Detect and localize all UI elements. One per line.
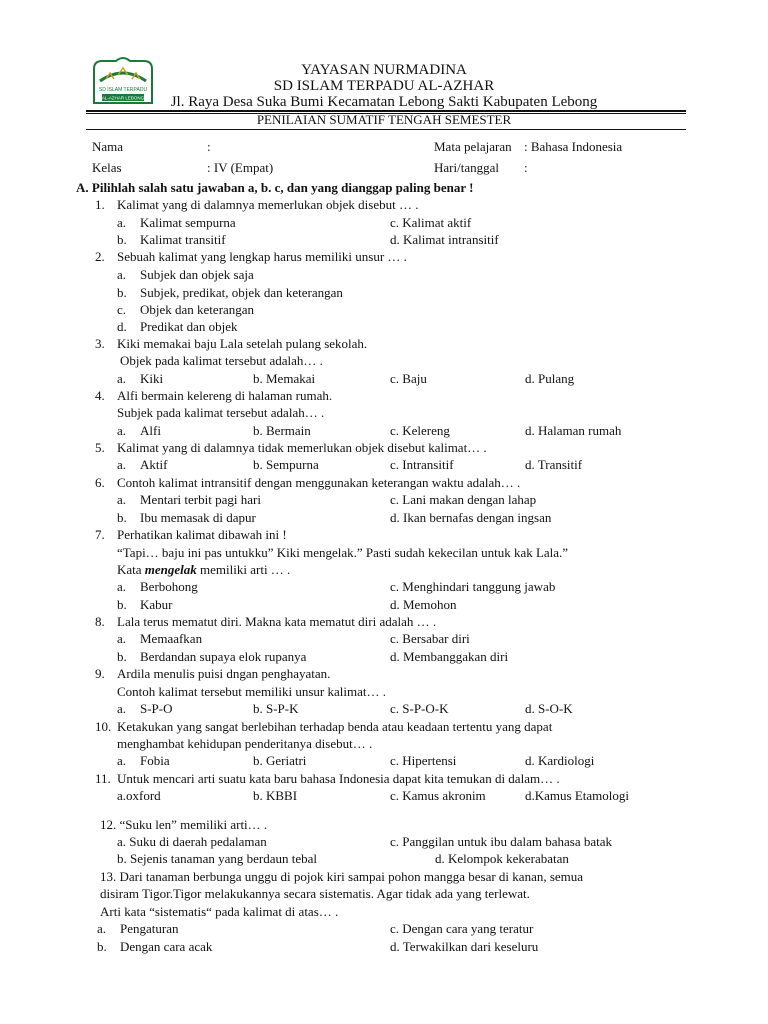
text-line: Alfi [140, 423, 161, 438]
text-line: “Tapi… baju ini pas untukku” Kiki mengelak.” Pasti sudah kekecilan untuk kak Lala.” [117, 545, 569, 560]
text-line: b. Memakai [253, 371, 316, 386]
text-line: b. [117, 285, 127, 300]
text-line: b. [117, 510, 127, 525]
text-line: Ardila menulis puisi dngan penghayatan. [117, 666, 331, 681]
text-line: Kalimat yang di dalamnya memerlukan objek disebut … . [117, 197, 419, 212]
nama-value: : [207, 139, 211, 154]
text-line: a. [117, 215, 127, 230]
text-line: Subjek dan objek saja [140, 267, 254, 282]
text-line: Arti kata “sistematis“ pada kalimat di atas… . [100, 904, 339, 919]
text-line: c. Panggilan untuk ibu dalam bahasa batak [390, 834, 613, 849]
text-line: a. [117, 701, 127, 716]
text-line: c. Kelereng [390, 423, 450, 438]
text-line: 1. [95, 197, 105, 212]
text-line: menghambat kehidupan penderitanya disebut… . [117, 736, 373, 751]
text-line: c. Kamus akronim [390, 788, 486, 803]
text-line: a. [117, 492, 127, 507]
text-line: Predikat dan objek [140, 319, 238, 334]
text-line: Untuk mencari arti suatu kata baru bahasa Indonesia dapat kita temukan di dalam… . [117, 771, 560, 786]
text-line: a. Suku di daerah pedalaman [117, 834, 267, 849]
text-line: Dengan cara acak [120, 939, 213, 954]
text-line: Mentari terbit pagi hari [140, 492, 261, 507]
text-line: a. [97, 921, 107, 936]
text-line: 12. “Suku len” memiliki arti… . [100, 817, 268, 832]
text-line: c. Intransitif [390, 457, 454, 472]
text-line: S-P-O [140, 701, 173, 716]
text-line: Objek pada kalimat tersebut adalah… . [120, 353, 323, 368]
title-divider [86, 129, 686, 130]
text-line: d. Kelompok kekerabatan [435, 851, 569, 866]
text-line: Fobia [140, 753, 170, 768]
foundation-name: YAYASAN NURMADINA [301, 62, 467, 78]
text-line: a. [117, 753, 127, 768]
text-line: Pengaturan [120, 921, 179, 936]
text-line: c. Hipertensi [390, 753, 457, 768]
hari-value: : [524, 160, 528, 175]
text-line: Kalimat sempurna [140, 215, 236, 230]
text-line: a. [117, 267, 127, 282]
text-line: c. [117, 302, 127, 317]
text-line: a. [117, 631, 127, 646]
mapel-value: : Bahasa Indonesia [524, 139, 623, 154]
school-name: SD ISLAM TERPADU AL-AZHAR [273, 78, 495, 94]
text-line: 2. [95, 249, 105, 264]
text-line: d.Kamus Etamologi [525, 788, 629, 803]
logo-text-top: SD ISLAM TERPADU [98, 87, 148, 93]
text-line: Sebuah kalimat yang lengkap harus memiliki unsur … . [117, 249, 407, 264]
text-line: b. Bermain [253, 423, 311, 438]
text-line: c. Dengan cara yang teratur [390, 921, 534, 936]
text-line: 7. [95, 527, 105, 542]
text-line: 13. Dari tanaman berbunga unggu di pojok kiri sampai pohon mangga besar di kanan, semua [100, 869, 584, 884]
text-line: Perhatikan kalimat dibawah ini ! [117, 527, 287, 542]
text-line: c. Lani makan dengan lahap [390, 492, 537, 507]
school-address: Jl. Raya Desa Suka Bumi Kecamatan Lebong Sakti Kabupaten Lebong [170, 94, 598, 110]
text-line: d. Terwakilkan dari keseluru [390, 939, 539, 954]
text-line: d. Memohon [390, 597, 457, 612]
text-line: Kalimat yang di dalamnya tidak memerlukan objek disebut kalimat… . [117, 440, 487, 455]
school-logo [90, 55, 156, 105]
text-line: Ibu memasak di dapur [140, 510, 256, 525]
text-line: a. [117, 457, 127, 472]
text-line: b. Sempurna [253, 457, 319, 472]
text-line: 6. [95, 475, 105, 490]
text-line: 8. [95, 614, 105, 629]
text-line: a. [117, 579, 127, 594]
text-line: Lala terus mematut diri. Makna kata mematut diri adalah … . [117, 614, 437, 629]
text-line: b. [97, 939, 107, 954]
text-line: a.oxford [117, 788, 161, 803]
text-line: c. Menghindari tanggung jawab [390, 579, 556, 594]
text-line: a. [117, 371, 127, 386]
text-line: c. Kalimat aktif [390, 215, 472, 230]
text-line: b. [117, 649, 127, 664]
text-line: Kabur [140, 597, 173, 612]
text-line: d. S-O-K [525, 701, 573, 716]
text-line: Aktif [140, 457, 168, 472]
text-line: Memaafkan [140, 631, 203, 646]
text-line: d. Kalimat intransitif [390, 232, 499, 247]
q7-keyword: mengelak [144, 562, 197, 577]
text-line: b. [117, 597, 127, 612]
text-line: 10. [95, 719, 112, 734]
text-line: Subjek pada kalimat tersebut adalah… . [117, 405, 325, 420]
text-line: d. Kardiologi [525, 753, 595, 768]
text-line: c. Baju [390, 371, 427, 386]
text-line: 4. [95, 388, 105, 403]
nama-label: Nama [92, 139, 124, 154]
q7-prompt-pre: Kata [117, 562, 145, 577]
logo-text-bottom: AL-AZHAR LEBONG [101, 95, 145, 101]
text-line: b. Sejenis tanaman yang berdaun tebal [117, 851, 317, 866]
text-line: d. Transitif [525, 457, 583, 472]
text-line: a. [117, 423, 127, 438]
kelas-label: Kelas [92, 160, 122, 175]
text-line: Contoh kalimat tersebut memiliki unsur kalimat… . [117, 684, 386, 699]
q7-prompt-post: memiliki arti … . [196, 562, 291, 577]
text-line: Kiki [140, 371, 164, 386]
section-instruction: A. Pilihlah salah satu jawaban a, b. c, dan yang dianggap paling benar ! [76, 180, 474, 195]
mapel-label: Mata pelajaran [434, 139, 512, 154]
text-line: 9. [95, 666, 105, 681]
text-line: disiram Tigor.Tigor melakukannya secara sistematis. Agar tidak ada yang terlewat. [100, 886, 530, 901]
kelas-value: : IV (Empat) [207, 160, 274, 175]
text-line: Objek dan keterangan [140, 302, 255, 317]
text-line: Subjek, predikat, objek dan keterangan [140, 285, 343, 300]
text-line: Kalimat transitif [140, 232, 226, 247]
text-line: Berbohong [140, 579, 198, 594]
text-line: d. [117, 319, 127, 334]
text-line: d. Pulang [525, 371, 575, 386]
text-line: c. Bersabar diri [390, 631, 470, 646]
text-line: Ketakukan yang sangat berlebihan terhadap benda atau keadaan tertentu yang dapat [117, 719, 553, 734]
text-line: Kiki memakai baju Lala setelah pulang sekolah. [117, 336, 368, 351]
text-line: 5. [95, 440, 105, 455]
text-line: b. KBBI [253, 788, 298, 803]
text-line: d. Ikan bernafas dengan ingsan [390, 510, 552, 525]
exam-title: PENILAIAN SUMATIF TENGAH SEMESTER [256, 112, 512, 127]
text-line: b. [117, 232, 127, 247]
text-line: Berdandan supaya elok rupanya [140, 649, 307, 664]
text-line: d. Membanggakan diri [390, 649, 509, 664]
q7-prompt [117, 562, 290, 578]
hari-label: Hari/tanggal [434, 160, 499, 175]
text-line: 3. [95, 336, 105, 351]
text-line: b. Geriatri [253, 753, 307, 768]
text-line: c. S-P-O-K [390, 701, 449, 716]
text-line: d. Halaman rumah [525, 423, 622, 438]
text-line: Contoh kalimat intransitif dengan menggunakan keterangan waktu adalah… . [117, 475, 521, 490]
text-line: b. S-P-K [253, 701, 299, 716]
text-line: Alfi bermain kelereng di halaman rumah. [117, 388, 333, 403]
text-line: 11. [95, 771, 111, 786]
